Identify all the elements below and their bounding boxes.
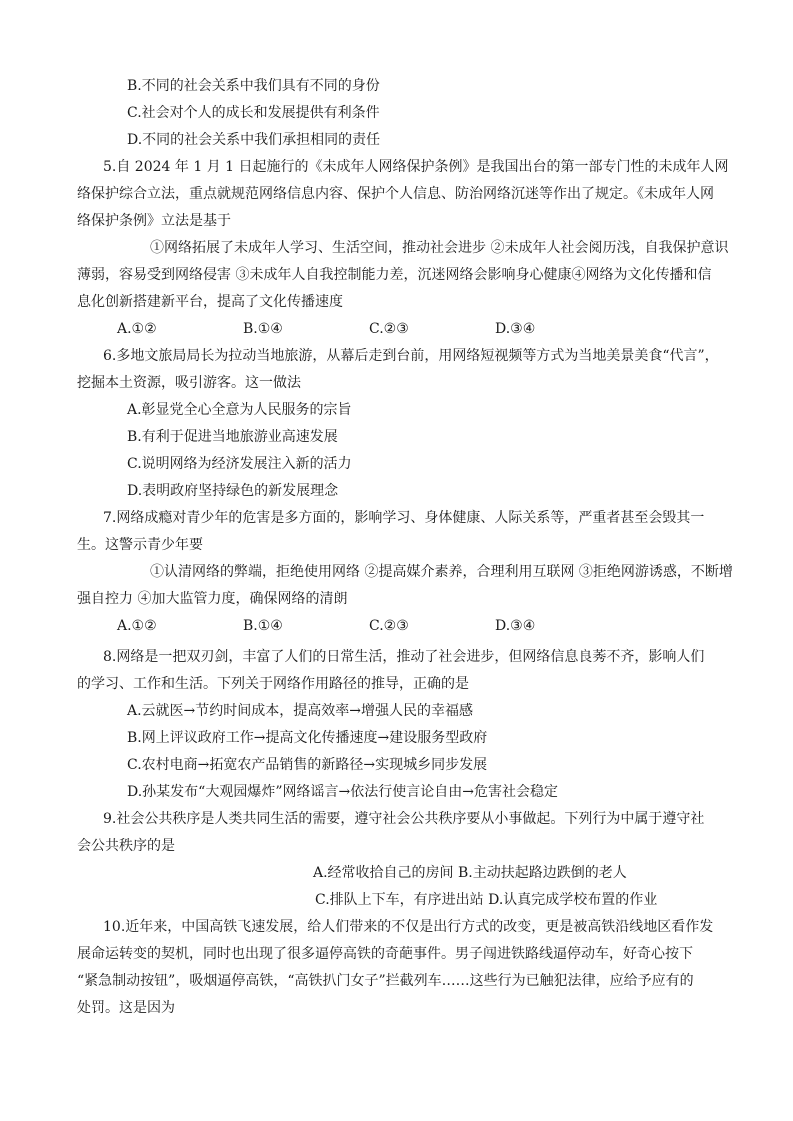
q6-option-c: C.说明网络为经济发展注入新的活力 xyxy=(127,456,352,472)
q6-option-a: A.彰显党全心全意为人民服务的宗旨 xyxy=(127,402,352,418)
q5-choice-c: C.②③ xyxy=(369,321,409,337)
q8-option-c: C.农村电商→拓宽农产品销售的新路径→实现城乡同步发展 xyxy=(127,757,488,773)
q5-statement-line-3: 息化创新搭建新平台，提高了文化传播速度 xyxy=(77,294,343,310)
q7-choice-d: D.③④ xyxy=(495,618,536,634)
q5-stem-line-1: 5.自 2024 年 1 月 1 日起施行的《未成年人网络保护条例》是我国出台的第一部专门性的未成年人网 xyxy=(103,159,729,175)
q7-choice-b: B.①④ xyxy=(243,618,283,634)
q6-option-d: D.表明政府坚持绿色的新发展理念 xyxy=(127,483,339,499)
q9-options-row-1: A.经常收拾自己的房间 B.主动扶起路边跌倒的老人 xyxy=(313,865,627,881)
q8-option-d: D.孙某发布“大观园爆炸”网络谣言→依法行使言论自由→危害社会稳定 xyxy=(127,784,558,800)
q10-stem-line-3: “紧急制动按钮”，吸烟逼停高铁，“高铁扒门女子”拦截列车……这些行为已触犯法律，应给予应有的 xyxy=(77,973,694,989)
q6-stem-line-2: 挖掘本土资源，吸引游客。这一做法 xyxy=(77,375,301,391)
q5-stem-line-3: 络保护条例》立法是基于 xyxy=(77,213,231,229)
q4-option-c: C.社会对个人的成长和发展提供有利条件 xyxy=(127,105,380,121)
q8-stem-line-2: 的学习、工作和生活。下列关于网络作用路径的推导，正确的是 xyxy=(77,676,469,692)
q7-statement-line-2: 强自控力 ④加大监管力度，确保网络的清朗 xyxy=(77,591,348,607)
q5-choice-d: D.③④ xyxy=(495,321,536,337)
q9-stem-line-1: 9.社会公共秩序是人类共同生活的需要，遵守社会公共秩序要从小事做起。下列行为中属于遵守社 xyxy=(103,811,705,827)
q8-option-b: B.网上评议政府工作→提高文化传播速度→建设服务型政府 xyxy=(127,730,488,746)
q7-stem-line-2: 生。这警示青少年要 xyxy=(77,537,203,553)
q9-options-row-2: C.排队上下车，有序进出站 D.认真完成学校布置的作业 xyxy=(315,892,658,908)
q10-stem-line-2: 展命运转变的契机，同时也出现了很多逼停高铁的奇葩事件。男子闯进铁路线逼停动车，好奇心按下 xyxy=(77,946,693,962)
q10-stem-line-1: 10.近年来，中国高铁飞速发展，给人们带来的不仅是出行方式的改变，更是被高铁沿线地区看作发 xyxy=(103,919,714,935)
q5-choice-a: A.①② xyxy=(117,321,157,337)
q9-stem-line-2: 会公共秩序的是 xyxy=(77,838,175,854)
q7-stem-line-1: 7.网络成瘾对青少年的危害是多方面的，影响学习、身体健康、人际关系等，严重者甚至会毁其一 xyxy=(103,510,705,526)
q6-stem-line-1: 6.多地文旅局局长为拉动当地旅游，从幕后走到台前，用网络短视频等方式为当地美景美食“代言”， xyxy=(103,348,719,364)
q8-option-a: A.云就医→节约时间成本，提高效率→增强人民的幸福感 xyxy=(127,703,474,719)
q5-stem-line-2: 络保护综合立法，重点就规范网络信息内容、保护个人信息、防治网络沉迷等作出了规定。《未成年人网 xyxy=(77,186,714,202)
q10-stem-line-4: 处罚。这是因为 xyxy=(77,1000,175,1016)
q4-option-b: B.不同的社会关系中我们具有不同的身份 xyxy=(127,78,380,94)
q8-stem-line-1: 8.网络是一把双刃剑，丰富了人们的日常生活，推动了社会进步，但网络信息良莠不齐，影响人们 xyxy=(103,649,705,665)
q7-choice-c: C.②③ xyxy=(369,618,409,634)
q7-statement-line-1: ①认清网络的弊端，拒绝使用网络 ②提高媒介素养，合理利用互联网 ③拒绝网游诱惑，不断增 xyxy=(150,564,733,580)
q4-option-d: D.不同的社会关系中我们承担相同的责任 xyxy=(127,132,381,148)
q7-choice-a: A.①② xyxy=(117,618,157,634)
q5-choice-b: B.①④ xyxy=(243,321,283,337)
q6-option-b: B.有利于促进当地旅游业高速发展 xyxy=(127,429,338,445)
q5-statement-line-2: 薄弱，容易受到网络侵害 ③未成年人自我控制能力差，沉迷网络会影响身心健康④网络为文化传播和信 xyxy=(77,267,712,283)
q5-statement-line-1: ①网络拓展了未成年人学习、生活空间，推动社会进步 ②未成年人社会阅历浅，自我保护意识 xyxy=(150,240,729,256)
